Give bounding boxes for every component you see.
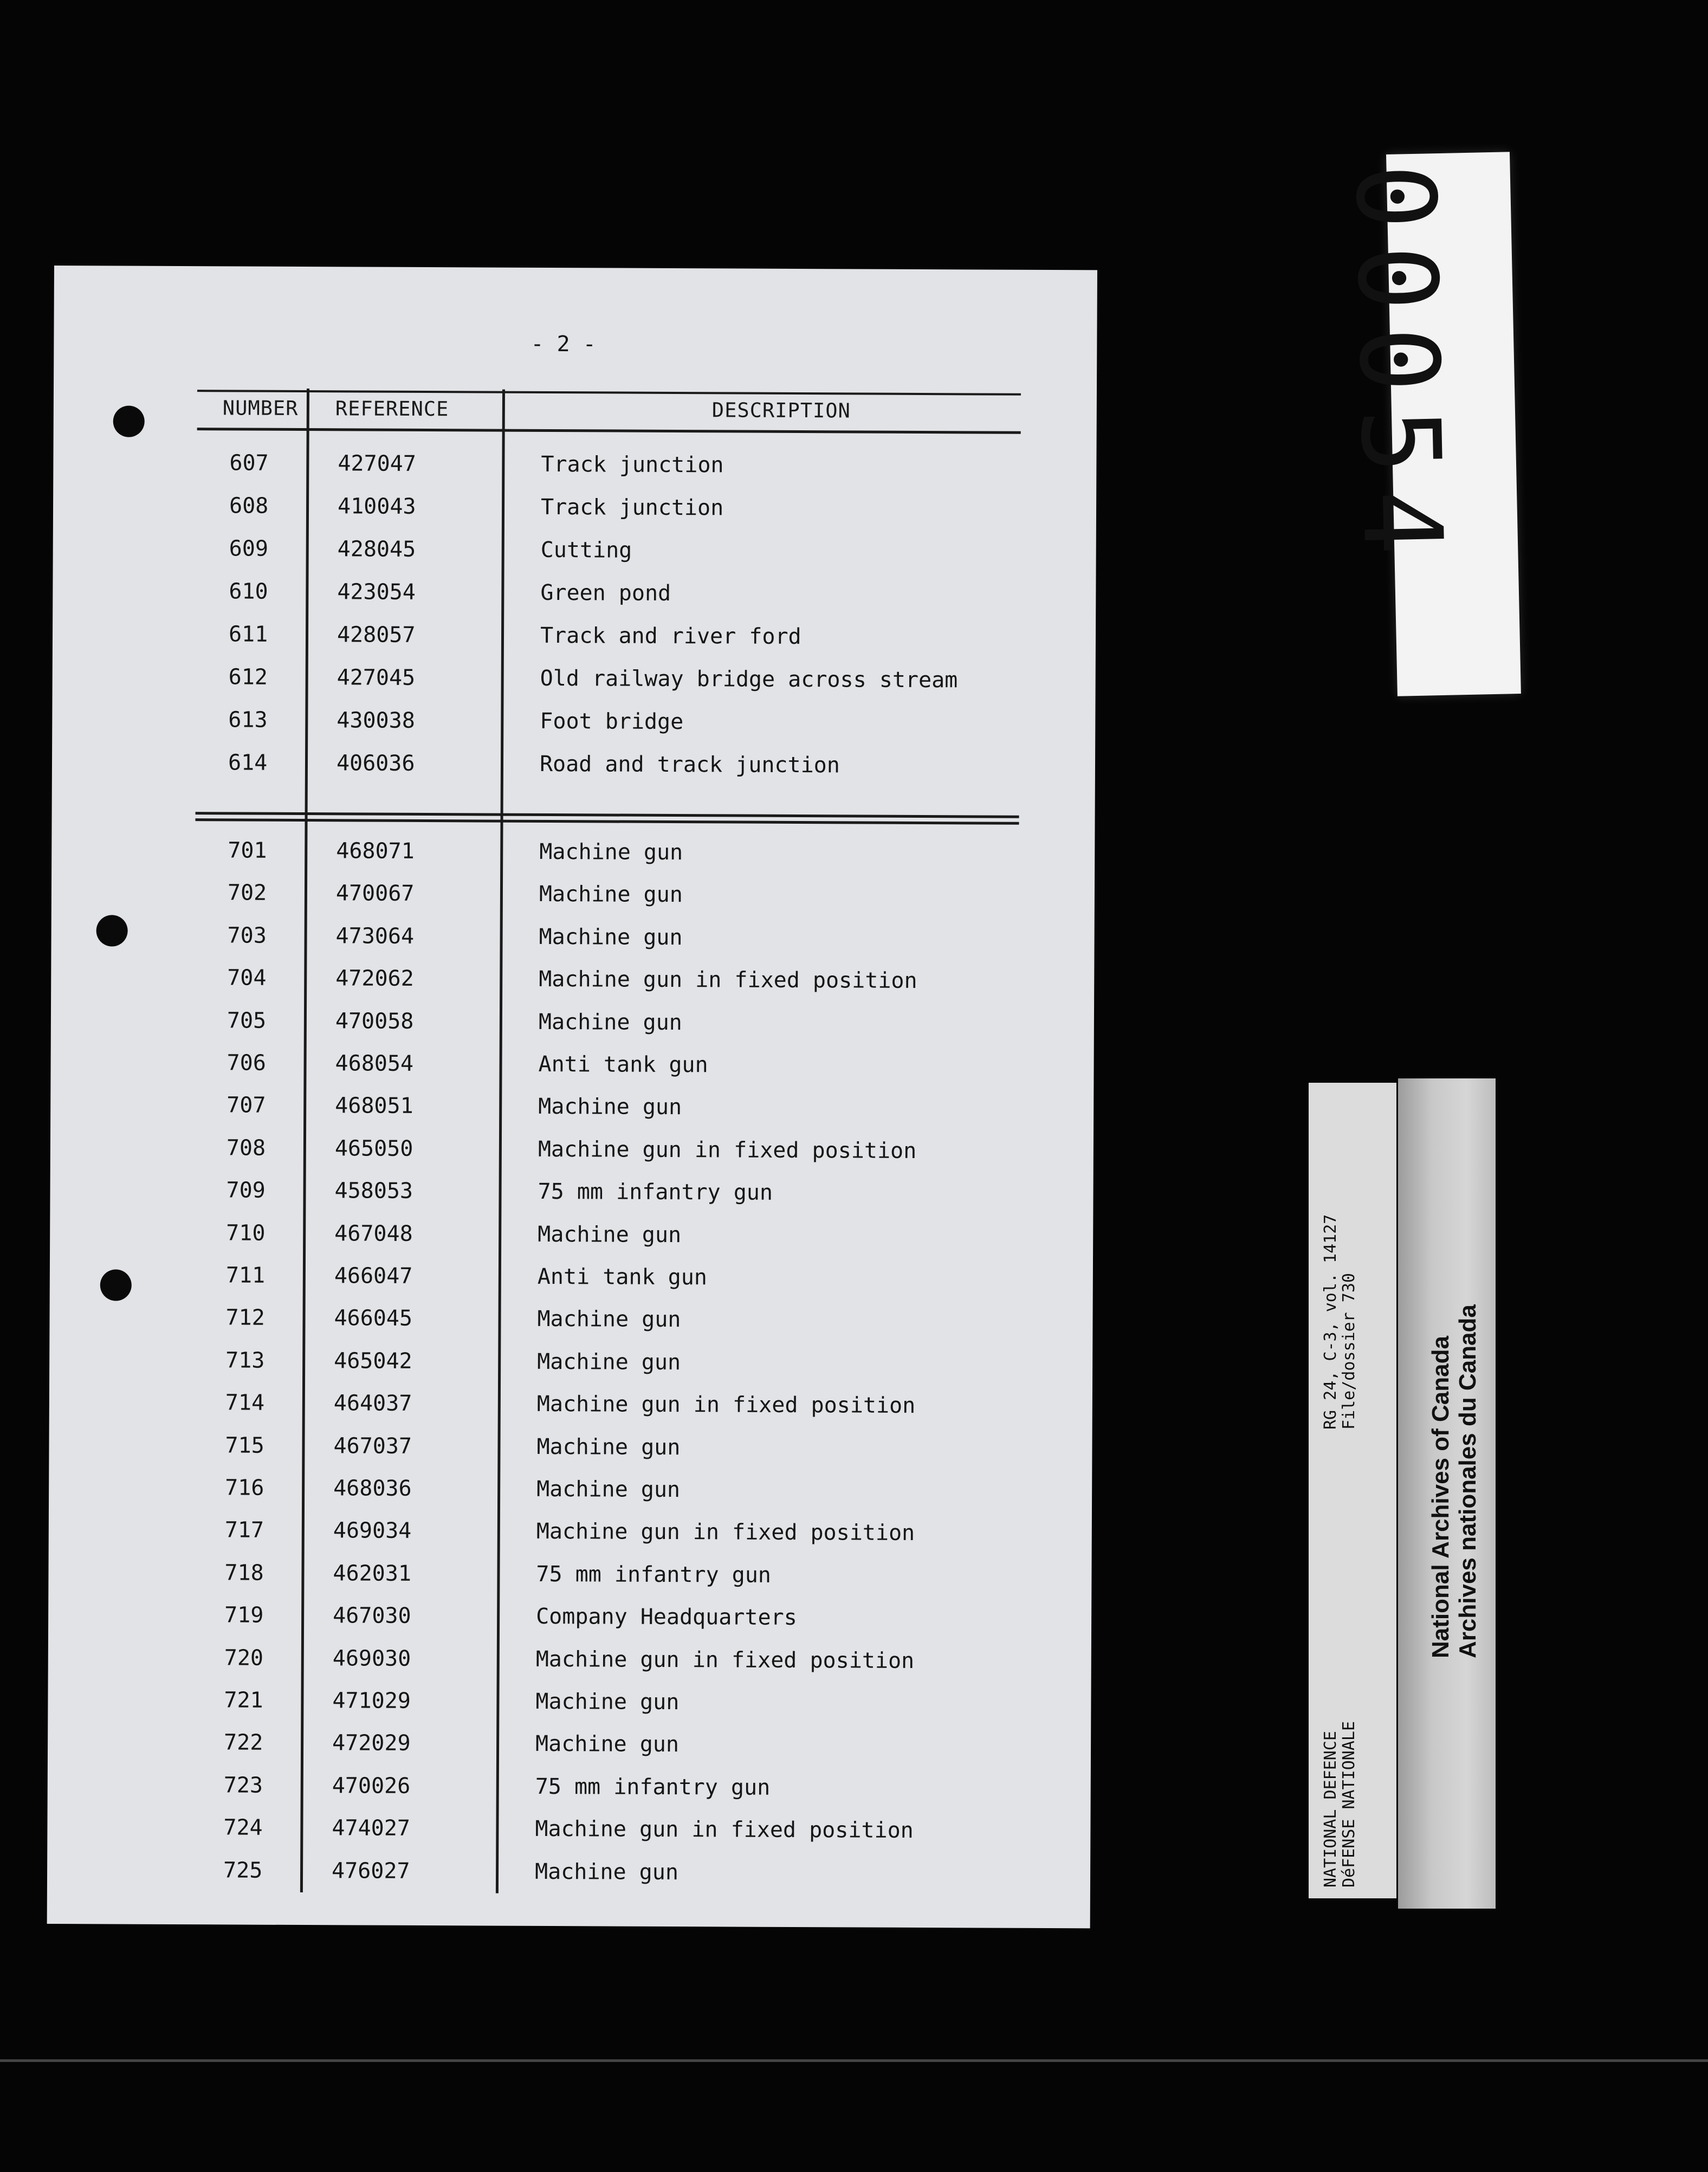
national-archives-name: National Archives of Canada Archives nationales du Canada bbox=[1427, 1304, 1481, 1658]
table-cell-description: Company Headquarters bbox=[536, 1604, 797, 1631]
table-cell-number: 707 bbox=[227, 1093, 266, 1119]
table-cell-reference: 465042 bbox=[334, 1348, 412, 1374]
table-cell-reference: 473064 bbox=[335, 923, 415, 949]
table-cell-reference: 410043 bbox=[337, 494, 416, 519]
table-cell-reference: 471029 bbox=[332, 1688, 411, 1714]
table-cell-reference: 476027 bbox=[331, 1858, 410, 1884]
table-cell-reference: 467030 bbox=[333, 1603, 411, 1629]
table-cell-number: 714 bbox=[225, 1390, 265, 1415]
table-cell-number: 703 bbox=[227, 923, 267, 948]
table-cell-reference: 458053 bbox=[334, 1178, 413, 1204]
table-cell-reference: 467048 bbox=[334, 1220, 413, 1246]
table-cell-description: Machine gun bbox=[535, 1689, 680, 1715]
table-cell-number: 704 bbox=[227, 965, 267, 991]
punch-hole bbox=[113, 405, 145, 437]
table-cell-description: Machine gun in fixed position bbox=[539, 967, 917, 994]
table-cell-number: 721 bbox=[224, 1688, 263, 1713]
national-archives-label bbox=[1398, 1078, 1496, 1909]
table-cell-description: Machine gun bbox=[539, 882, 683, 908]
table-cell-description: Machine gun bbox=[538, 1221, 682, 1247]
table-cell-reference: 428057 bbox=[337, 622, 416, 648]
table-cell-number: 724 bbox=[223, 1815, 263, 1840]
table-cell-reference: 464037 bbox=[333, 1391, 412, 1417]
table-cell-description: Machine gun bbox=[539, 839, 683, 865]
table-cell-number: 613 bbox=[228, 707, 268, 733]
table-cell-number: 718 bbox=[224, 1560, 264, 1586]
table-cell-description: Green pond bbox=[540, 580, 671, 606]
table-cell-description: Machine gun bbox=[538, 1009, 682, 1035]
document-page bbox=[47, 266, 1097, 1928]
header-bottom-rule bbox=[197, 428, 1021, 434]
table-cell-reference: 468054 bbox=[335, 1051, 414, 1076]
table-cell-reference: 470067 bbox=[335, 881, 415, 907]
frame-number-tag bbox=[1331, 152, 1521, 696]
table-cell-description: Track junction bbox=[541, 451, 724, 478]
page-number: - 2 - bbox=[530, 331, 596, 357]
table-cell-description: Anti tank gun bbox=[537, 1264, 708, 1290]
table-cell-number: 610 bbox=[229, 579, 268, 604]
table-cell-number: 708 bbox=[226, 1135, 266, 1161]
table-cell-number: 705 bbox=[227, 1007, 267, 1033]
table-top-rule bbox=[197, 390, 1021, 396]
table-cell-reference: 430038 bbox=[337, 708, 415, 733]
table-cell-description: 75 mm infantry gun bbox=[535, 1774, 771, 1800]
department-label: NATIONAL DEFENCE DéFENSE NATIONALE bbox=[1321, 1721, 1358, 1887]
table-cell-description: Machine gun in fixed position bbox=[538, 1136, 917, 1163]
table-cell-reference: 427047 bbox=[338, 451, 417, 476]
table-cell-number: 611 bbox=[228, 622, 268, 647]
header-reference: REFERENCE bbox=[335, 397, 449, 421]
table-cell-description: Foot bridge bbox=[540, 708, 684, 735]
table-cell-reference: 465050 bbox=[334, 1136, 413, 1161]
table-cell-description: Machine gun bbox=[536, 1476, 681, 1503]
table-cell-number: 614 bbox=[228, 750, 268, 775]
table-cell-number: 712 bbox=[225, 1305, 265, 1331]
table-cell-number: 722 bbox=[224, 1730, 263, 1756]
table-cell-reference: 474027 bbox=[332, 1815, 411, 1841]
table-cell-number: 716 bbox=[225, 1475, 264, 1501]
table-cell-description: Cutting bbox=[540, 537, 632, 563]
table-cell-number: 608 bbox=[229, 493, 269, 519]
table-cell-description: 75 mm infantry gun bbox=[536, 1561, 772, 1588]
table-cell-number: 709 bbox=[226, 1178, 266, 1203]
frame-number: 00054 bbox=[1331, 163, 1466, 573]
column-divider bbox=[300, 389, 309, 1892]
table-cell-reference: 470026 bbox=[332, 1773, 411, 1799]
table-cell-description: Old railway bridge across stream bbox=[540, 665, 958, 693]
table-cell-number: 711 bbox=[225, 1263, 266, 1288]
film-edge-line bbox=[0, 2059, 1708, 2062]
table-cell-number: 720 bbox=[224, 1645, 264, 1671]
table-cell-reference: 468051 bbox=[335, 1093, 413, 1119]
punch-hole bbox=[96, 915, 128, 946]
table-cell-description: Machine gun in fixed position bbox=[535, 1817, 914, 1844]
table-cell-reference: 406036 bbox=[336, 751, 415, 776]
table-cell-reference: 427045 bbox=[337, 665, 416, 690]
table-cell-number: 607 bbox=[229, 450, 269, 476]
table-cell-reference: 470058 bbox=[335, 1008, 414, 1034]
table-cell-reference: 467037 bbox=[333, 1433, 412, 1459]
header-number: NUMBER bbox=[222, 396, 299, 420]
table-cell-number: 702 bbox=[227, 880, 267, 906]
table-cell-number: 706 bbox=[227, 1050, 266, 1076]
table-cell-description: Machine gun bbox=[538, 1094, 682, 1120]
table-cell-number: 723 bbox=[223, 1773, 263, 1798]
table-cell-description: Anti tank gun bbox=[538, 1051, 708, 1078]
table-cell-description: Road and track junction bbox=[539, 751, 840, 778]
double-rule bbox=[196, 818, 1019, 825]
table-cell-number: 713 bbox=[225, 1348, 265, 1373]
archive-reference: RG 24, C-3, vol. 14127 File/dossier 730 bbox=[1321, 1214, 1358, 1430]
table-cell-description: 75 mm infantry gun bbox=[538, 1179, 773, 1205]
table-cell-description: Machine gun in fixed position bbox=[536, 1392, 916, 1419]
table-cell-reference: 466045 bbox=[334, 1305, 413, 1331]
table-cell-reference: 462031 bbox=[333, 1561, 412, 1586]
table-cell-reference: 468071 bbox=[336, 838, 415, 864]
table-cell-number: 612 bbox=[228, 664, 268, 690]
table-cell-description: Track and river ford bbox=[540, 623, 801, 650]
table-cell-number: 710 bbox=[226, 1220, 266, 1246]
table-cell-number: 701 bbox=[228, 838, 267, 863]
table-cell-description: Machine gun in fixed position bbox=[536, 1519, 915, 1546]
table-cell-reference: 469034 bbox=[333, 1518, 412, 1544]
table-cell-number: 717 bbox=[224, 1517, 264, 1543]
table-cell-description: Machine gun bbox=[537, 1307, 681, 1333]
table-cell-reference: 472062 bbox=[335, 966, 414, 992]
table-cell-description: Track junction bbox=[540, 494, 724, 521]
double-rule bbox=[196, 812, 1019, 818]
table-cell-reference: 428045 bbox=[337, 536, 416, 562]
header-description: DESCRIPTION bbox=[711, 398, 851, 423]
table-cell-reference: 423054 bbox=[337, 579, 416, 605]
table-cell-reference: 472029 bbox=[332, 1730, 411, 1756]
table-cell-description: Machine gun bbox=[534, 1859, 679, 1885]
table-cell-number: 719 bbox=[224, 1602, 264, 1628]
table-cell-reference: 468036 bbox=[333, 1476, 412, 1501]
column-divider bbox=[496, 390, 505, 1893]
table-cell-description: Machine gun bbox=[539, 924, 683, 950]
table-cell-number: 609 bbox=[229, 536, 269, 561]
table-cell-description: Machine gun bbox=[537, 1349, 681, 1375]
table-cell-description: Machine gun bbox=[536, 1434, 681, 1460]
table-cell-description: Machine gun in fixed position bbox=[535, 1646, 915, 1673]
table-cell-number: 715 bbox=[225, 1432, 264, 1458]
table-cell-reference: 466047 bbox=[334, 1263, 413, 1289]
table-cell-description: Machine gun bbox=[535, 1731, 680, 1757]
archive-reference-label bbox=[1309, 1083, 1396, 1898]
punch-hole bbox=[100, 1269, 132, 1301]
table-cell-number: 725 bbox=[223, 1857, 263, 1883]
table-cell-reference: 469030 bbox=[332, 1645, 411, 1671]
